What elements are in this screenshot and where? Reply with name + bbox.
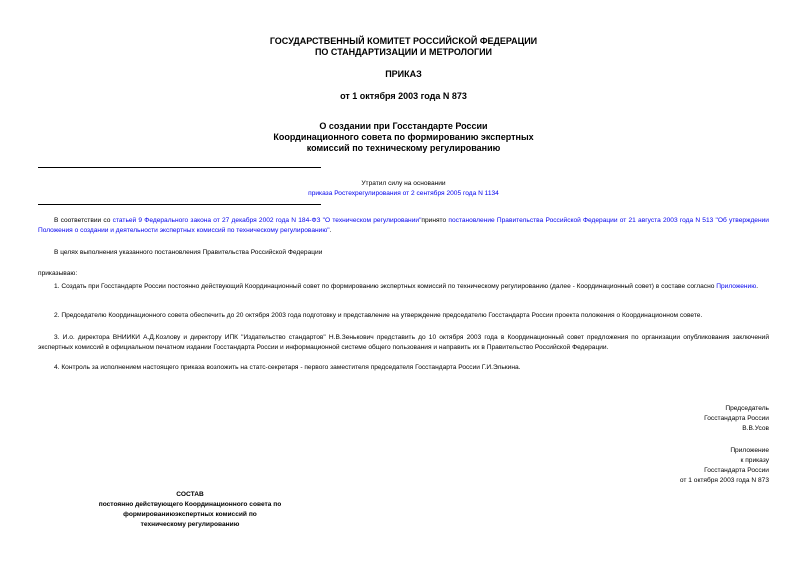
- preamble-paragraph: В соответствии со статьей 9 Федерального закона от 27 декабря 2002 года N 184-ФЗ "О техническом регулировании"принято постановление Правительства Российской Федерации от 21 августа 2003 года N 513 "Об утверждении Положения о создании и деятельности экспертных комиссий по техническому регулированию".: [38, 217, 769, 234]
- government-decree-link[interactable]: постановление Правительства Российской Федерации от 21 августа 2003 года N 513 "Об утверждении Положения о создании и деятельности экспертных комиссий по техническому регулированию": [38, 217, 769, 234]
- order-item-4: 4. Контроль за исполнением настоящего приказа возложить на статс-секретаря - первого заместителя председателя Госстандарта России Г.И.Элькина.: [54, 364, 521, 371]
- document-header: [38, 36, 769, 58]
- divider-bottom: [38, 204, 321, 205]
- doc-title-line1: О создании при Госстандарте России: [319, 121, 488, 131]
- doc-title: [38, 121, 769, 154]
- signature-block: [704, 404, 769, 434]
- order-word: приказываю:: [38, 270, 78, 277]
- order-item-2: 2. Председателю Координационного совета обеспечить до 20 октября 2003 года подготовку и представление на утверждение председателю Госстандарта России проекта положения о Координационном совете.: [54, 312, 703, 319]
- order-item-3: 3. И.о. директора ВНИИКИ А.Д.Козлову и директору ИПК "Издательство стандартов" Н.В.Зенькович представить до 10 октября 2003 года в Координационный совет предложения по организации опубликования заключений экспертных комиссий в официальном печатном издании Госстандарта России и информационной системе общего пользования и направить их в Правительство Российской Федерации.: [38, 334, 769, 351]
- purpose-paragraph: В целях выполнения указанного постановления Правительства Российской Федерации: [54, 249, 323, 256]
- order-item-1: 1. Создать при Госстандарте России постоянно действующий Координационный совет по формированию экспертных комиссий по техническому регулированию (далее - Координационный совет) в составе согласно Приложению.: [54, 283, 759, 290]
- appendix-link[interactable]: Приложению: [716, 283, 757, 290]
- signature-name: В.В.Усов: [742, 425, 769, 432]
- status-line: Утратил силу на основании: [361, 180, 446, 187]
- doc-title-line3: комиссий по техническому регулированию: [306, 143, 501, 153]
- signature-title: Председатель: [725, 405, 769, 412]
- law-article-link[interactable]: статьей 9 Федерального закона от 27 декабря 2002 года N 184-ФЗ "О техническом регулировании": [112, 217, 422, 224]
- status-link[interactable]: приказа Ростехрегулирования от 2 сентября 2005 года N 1134: [308, 190, 499, 197]
- org-name-line2: ПО СТАНДАРТИЗАЦИИ И МЕТРОЛОГИИ: [314, 47, 493, 57]
- doc-date-number: от 1 октября 2003 года N 873: [340, 91, 467, 101]
- org-name-line1: ГОСУДАРСТВЕННЫЙ КОМИТЕТ РОССИЙСКОЙ ФЕДЕРАЦИИ: [269, 36, 538, 46]
- doc-title-line2: Координационного совета по формированию экспертных: [273, 132, 534, 142]
- divider-top: [38, 167, 321, 168]
- appendix-header: Приложение к приказу Госстандарта России от 1 октября 2003 года N 873: [679, 447, 769, 484]
- composition-heading: СОСТАВ постоянно действующего Координационного совета по формированиюэкспертных комиссий по техническому регулированию: [98, 491, 282, 528]
- doc-type: ПРИКАЗ: [385, 69, 422, 79]
- status-note: [38, 179, 769, 199]
- signature-org: Госстандарта России: [704, 415, 769, 422]
